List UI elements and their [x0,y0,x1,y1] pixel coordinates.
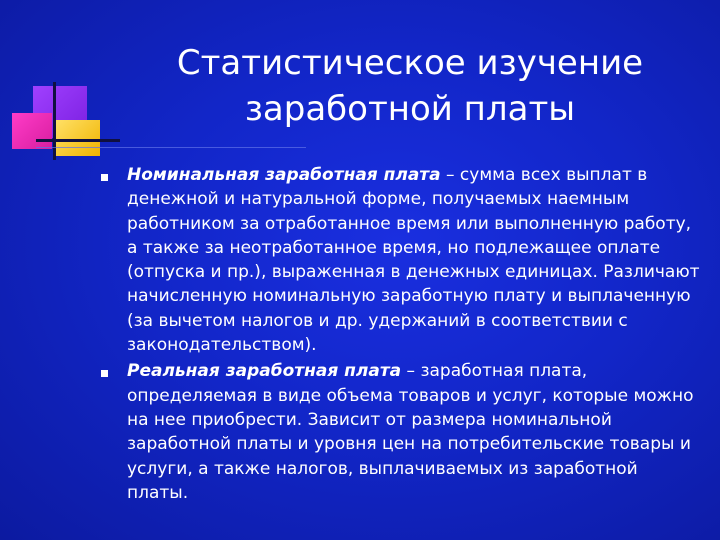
bullet-text: – заработная плата, определяемая в виде объема товаров и услуг, которые можно на нее приобрести. Зависит от размера номинальной заработной платы и уровня цен на потребительские товары и услуги, а также налогов, выплачиваемых из заработной платы. [127,361,694,503]
bullet-item-nominal [100,163,700,357]
slide-title: Статистическое изучение заработной платы [176,43,644,129]
bullet-text: – сумма всех выплат в денежной и натуральной форме, получаемых наемным работником за отработанное время или выполненную работу, а также за неотработанное время, но подлежащее оплате (отпуска и пр.), выраженная в денежных единицах. Различают начисленную номинальную заработную плату и выплаченную (за вычетом налогов и др. удержаний в соответствии с законодательством). [127,165,700,356]
title-underline [36,147,306,148]
yellow-square [56,120,100,156]
bullet-list [100,163,700,507]
decorative-squares [0,0,120,170]
horizontal-divider [36,139,120,142]
bullet-term: Реальная заработная плата [127,361,402,382]
square-bullet-icon [101,174,108,181]
bullet-term: Номинальная заработная плата [127,165,441,185]
vertical-divider [53,82,56,160]
bullet-item-real [100,359,700,505]
magenta-square [12,113,52,149]
square-bullet-icon [101,370,108,377]
